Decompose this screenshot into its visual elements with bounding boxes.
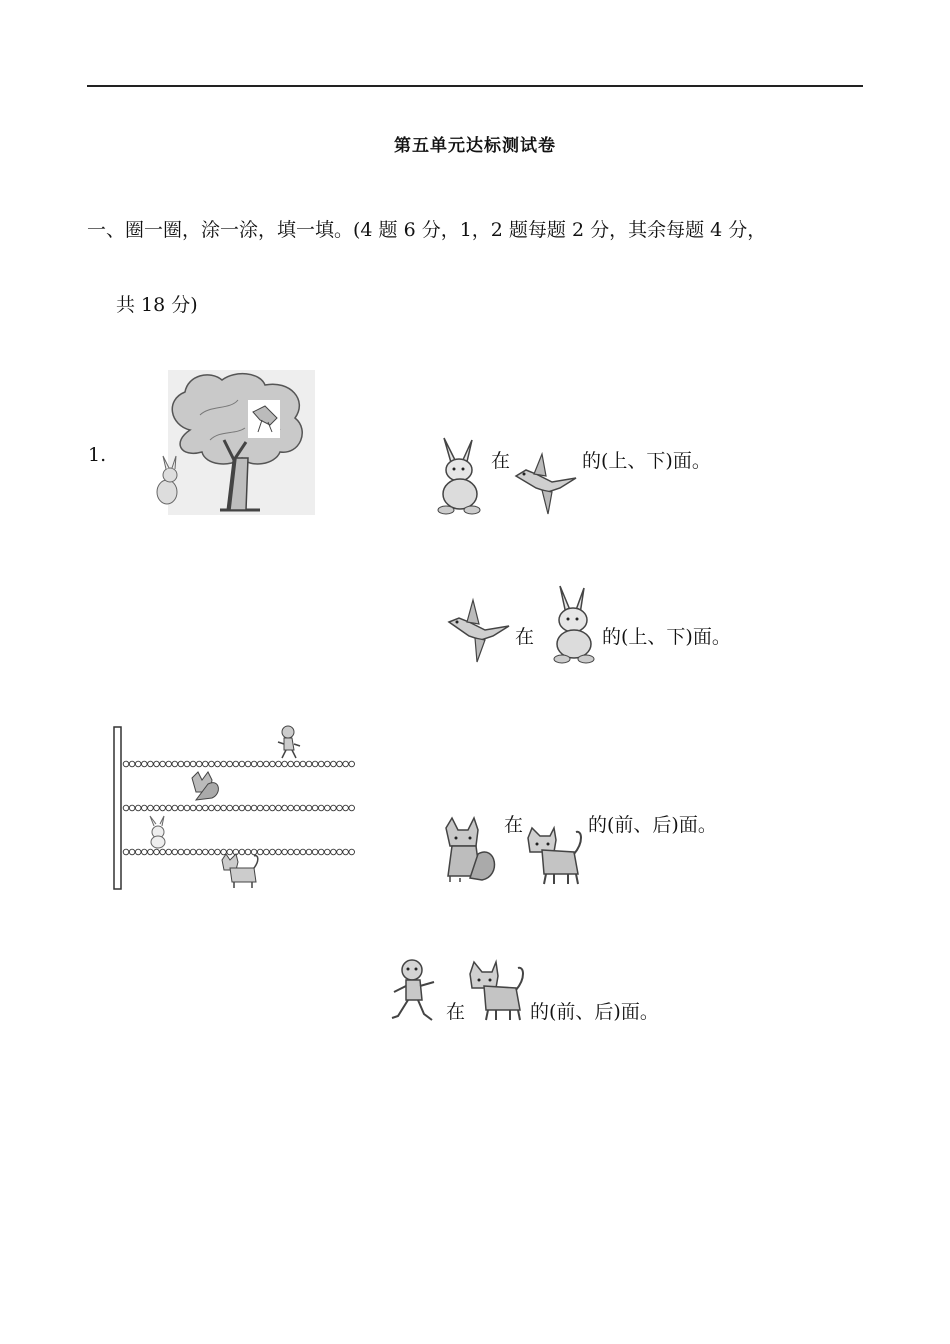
question-number: 1. [88,444,107,466]
abacus-bead [306,805,312,811]
abacus-bead [184,849,190,855]
sentence-1-word: 在 [491,450,511,472]
abacus-bead [154,849,160,855]
abacus-bead [276,805,282,811]
abacus-bead [178,849,184,855]
abacus-bead [257,761,263,767]
abacus-bead [288,761,294,767]
abacus-bead [245,761,251,767]
abacus-bead [318,805,324,811]
abacus-bead [343,849,349,855]
sentence-4-tail: 的(前、后)面。 [530,1001,659,1023]
abacus-bead [288,849,294,855]
abacus-bead [160,849,166,855]
abacus-bead [276,849,282,855]
abacus-bead [135,761,141,767]
abacus-bead [160,761,166,767]
abacus-bead [264,761,270,767]
sentence-3-word: 在 [504,814,524,836]
abacus-bead [300,849,306,855]
abacus-bead [209,849,215,855]
abacus-bead [190,805,196,811]
abacus-bead [129,849,135,855]
abacus-bead [245,805,251,811]
abacus-bead [251,761,257,767]
abacus-bead [306,849,312,855]
abacus-bead [148,761,154,767]
abacus-bead [215,849,221,855]
abacus-bead [190,849,196,855]
abacus-bead [349,761,355,767]
abacus-bead [251,805,257,811]
abacus-bead [331,805,337,811]
abacus-scene-illustration [112,724,360,894]
abacus-bead [349,805,355,811]
abacus-bead [257,805,263,811]
abacus-bead [282,849,288,855]
abacus-bead [239,805,245,811]
abacus-bead [325,849,331,855]
abacus-bead [276,761,282,767]
abacus-bead [270,805,276,811]
abacus-bead [190,761,196,767]
sentence-2-tail: 的(上、下)面。 [602,626,731,648]
abacus-bead [215,761,221,767]
abacus-bead [300,761,306,767]
abacus-bead [160,805,166,811]
abacus-bead [343,805,349,811]
abacus-bead [349,849,355,855]
abacus-bead [142,805,148,811]
abacus-bead [196,849,202,855]
abacus-bead [129,805,135,811]
abacus-bead [172,761,178,767]
abacus-bead [178,805,184,811]
abacus-bead [312,761,318,767]
abacus-bead [148,805,154,811]
sentence-4-word: 在 [446,1001,466,1023]
abacus-bead [337,761,343,767]
abacus-bead [166,805,172,811]
section-heading-line1: 一、圈一圈，涂一涂，填一填。(4 题 6 分，1，2 题每题 2 分，其余每题 4 分， [87,219,767,241]
abacus-bead [270,761,276,767]
bird-icon [512,448,578,516]
fox-icon [440,818,500,884]
abacus-bead [129,761,135,767]
abacus-bead [257,849,263,855]
bird-icon [445,598,511,664]
abacus-bead [172,849,178,855]
abacus-bead [148,849,154,855]
abacus-bead [233,761,239,767]
abacus-bead [270,849,276,855]
abacus-bead [288,805,294,811]
abacus-bead [209,805,215,811]
abacus-bead [142,761,148,767]
abacus-bead [123,761,129,767]
abacus-bead [325,805,331,811]
abacus-bead [203,849,209,855]
abacus-bead [294,805,300,811]
abacus-bead [203,805,209,811]
abacus-bead [166,849,172,855]
abacus-bead [337,805,343,811]
abacus-bead [123,849,129,855]
abacus-bead [196,761,202,767]
abacus-bead [196,805,202,811]
abacus-bead [154,761,160,767]
abacus-bead [264,805,270,811]
abacus-bead [184,805,190,811]
abacus-bead [227,849,233,855]
section-heading-line2: 共 18 分) [116,294,198,316]
abacus-bead [312,849,318,855]
abacus-bead [209,761,215,767]
abacus-bead [123,805,129,811]
page-title: 第五单元达标测试卷 [394,136,556,156]
abacus-bead [142,849,148,855]
abacus-bead [337,849,343,855]
abacus-bead [282,761,288,767]
abacus-bead [172,805,178,811]
abacus-bead [282,805,288,811]
abacus-bead [227,805,233,811]
abacus-bead [227,761,233,767]
sentence-1-tail: 的(上、下)面。 [582,450,711,472]
abacus-bead [306,761,312,767]
abacus-bead [325,761,331,767]
rabbit-icon [432,436,488,516]
abacus-bead [239,761,245,767]
abacus-bead [300,805,306,811]
abacus-bead [221,805,227,811]
abacus-bead [166,761,172,767]
sentence-3-tail: 的(前、后)面。 [588,814,717,836]
cat-icon [466,962,528,1022]
abacus-bead [318,849,324,855]
abacus-bead [135,805,141,811]
abacus-bead [343,761,349,767]
header-rule [87,85,863,87]
rabbit-icon [546,584,602,664]
abacus-bead [178,761,184,767]
abacus-bead [245,849,251,855]
abacus-bead [233,805,239,811]
tree-scene-illustration [150,370,315,520]
abacus-bead [331,761,337,767]
abacus-bead [215,805,221,811]
abacus-bead [294,849,300,855]
abacus-bead [221,761,227,767]
abacus-bead [135,849,141,855]
abacus-bead [318,761,324,767]
abacus-bead [264,849,270,855]
abacus-bead [154,805,160,811]
abacus-bead [294,761,300,767]
abacus-bead [239,849,245,855]
abacus-bead [184,761,190,767]
abacus-bead [203,761,209,767]
cat-icon [524,828,586,886]
sentence-2-word: 在 [515,626,535,648]
abacus-bead [331,849,337,855]
abacus-bead [312,805,318,811]
monkey-icon [390,958,442,1024]
abacus-bead [251,849,257,855]
